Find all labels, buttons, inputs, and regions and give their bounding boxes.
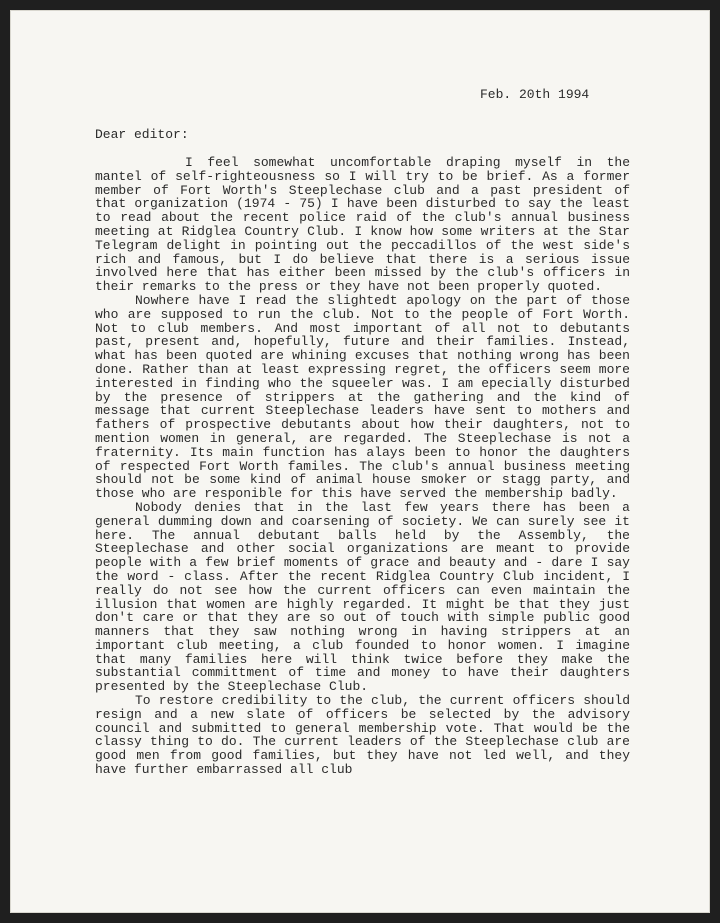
paragraph-3: Nobody denies that in the last few years there has been a general dumming down and coarsening of society. We can surely see it here. The annual debutant balls held by the Assembly, the Steeplechase and other social organizations are meant to provide people with a few brief moments of grace and beauty and - dare I say the word - class. After the recent Ridglea Country Club incident, I really do not see how the current officers can even maintain the illusion that women are highly regarded. It might be that they just don't care or that they are so out of touch with simple public good manners that they saw nothing wrong in having strippers at an important club meeting, a club founded to honor women. I imagine that many families here will think twice before they make the substantial committment of time and money to have their daughters presented by the Steeplechase Club. [95, 499, 630, 695]
paragraph-1: I feel somewhat uncomfortable draping myself in the mantel of self-righteousness so I will try to be brief. As a former member of Fort Worth's Steeplechase club and a past president of that organization (1974 - 75) I have been disturbed to say the least to read about the recent police raid of the club's annual business meeting at Ridglea Country Club. I know how some writers at the Star Telegram delight in pointing out the peccadillos of the west side's rich and famous, but I do believe that there is a serious issue involved here that has either been missed by the club's officers in their remarks to the press or they have not been properly quoted. [95, 155, 630, 295]
paragraph-4: To restore credibility to the club, the current officers should resign and a new slate of officers be selected by the advisory council and submitted to general membership vote. That would be the classy thing to do. The current leaders of the Steeplechase club are good men from good families, but they have not led well, and they have further embarrassed all club [95, 693, 630, 778]
letter-page [10, 10, 710, 913]
letter-date: Feb. 20th 1994 [480, 87, 590, 102]
letter-body [95, 156, 630, 777]
salutation: Dear editor: [95, 127, 189, 142]
paragraph-2: Nowhere have I read the slightedt apology on the part of those who are supposed to run the club. Not to the people of Fort Worth. Not to club members. And most important of all not to debutants past, present and, hopefully, future and their families. Instead, what has been quoted are whining excuses that nothing wrong has been done. Rather than at least expressing regret, the officers seem more interested in finding who the squeeler was. I am epecially disturbed by the presence of strippers at the gathering and the kind of message that current Steeplechase leaders have sent to mothers and fathers of prospective debutants about how their daughters, not to mention women in general, are regarded. The Steeplechase is not a fraternity. Its main function has alays been to honor the daughters of respected Fort Worth familes. The club's annual business meeting should not be some kind of animal house smoker or stagg party, and those who are responible for this have served the membership badly. [95, 292, 630, 502]
